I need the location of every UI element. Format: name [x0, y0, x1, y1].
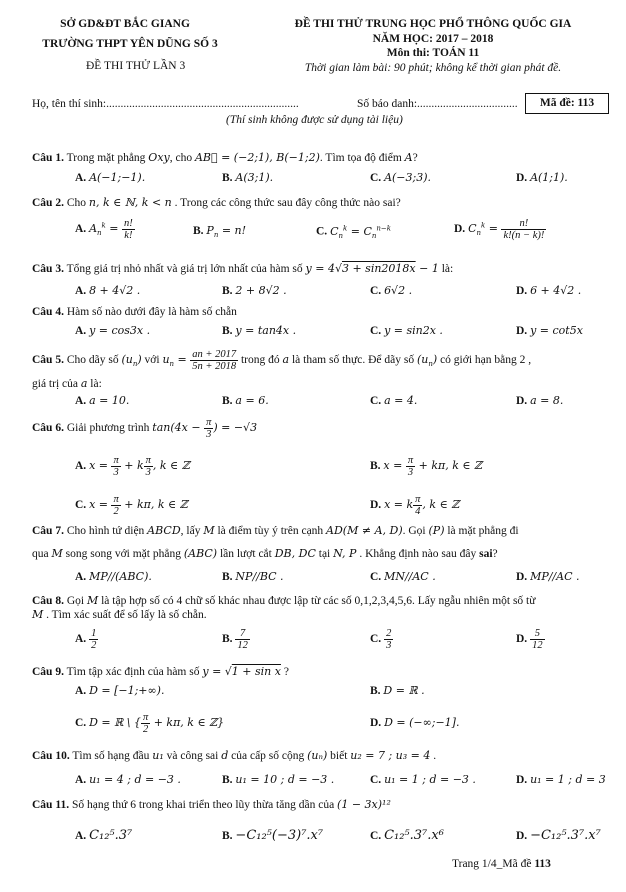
q8-option-d: D. $\frac{5}{12}$ — [516, 628, 543, 651]
q4-option-a: A. y = cos3x . — [75, 324, 151, 337]
q6-option-c: C. x = $\frac{\pi}{2}$ + kπ, k ∈ ℤ — [75, 494, 188, 517]
q1-option-d: D. A(1;1). — [516, 171, 568, 184]
q3-option-d: D. 6 + 4√2 . — [516, 284, 582, 297]
student-id-field: Số báo danh:................................... — [357, 98, 518, 110]
question-7: Câu 7. Cho hình tứ diện ABCD, lấy M là điểm tùy ý trên cạnh AD(M ≠ A, D). Gọi (P) là mặt phẳng đi — [32, 524, 519, 537]
question-2: Câu 2. Cho n, k ∈ ℕ, k < n . Trong các công thức sau đây công thức nào sai? — [32, 196, 401, 209]
q1-option-b: B. A(3;1). — [222, 171, 274, 184]
question-5: Câu 5. Cho dãy số $(u_n)$ với $u_n$ = $\frac{an + 2017}{5n + 2018}$ trong đó a là tham số thực. Để dãy số $(u_n)$ có giới hạn bằng 2 , — [32, 349, 532, 372]
question-6: Câu 6. Giải phương trình tan(4x − $\frac{\pi}{3}$ ) = −√3 — [32, 417, 258, 440]
q4-option-d: D. y = cot5x — [516, 324, 583, 337]
q11-option-b: B. −C₁₂⁵(−3)⁷.x⁷ — [222, 828, 324, 843]
q9-option-a: A. D = [−1;+∞). — [75, 684, 165, 697]
question-10: Câu 10. Tìm số hạng đầu u₁ và công sai d của cấp số cộng (uₙ) biết u₂ = 7 ; u₃ = 4 . — [32, 749, 437, 762]
question-9: Câu 9. Tìm tập xác định của hàm số y = √1 + sin x ? — [32, 665, 289, 678]
question-4: Câu 4. Hàm số nào dưới đây là hàm số chẵn — [32, 306, 237, 318]
time-allowed: Thời gian làm bài: 90 phút; không kể thời gian phát đề. — [304, 62, 562, 74]
question-5-line2: giá trị của a là: — [32, 377, 102, 390]
q11-option-d: D. −C₁₂⁵.3⁷.x⁷ — [516, 828, 601, 843]
q1-option-c: C. A(−3;3). — [370, 171, 432, 184]
exam-code-box — [525, 93, 609, 114]
school-year: NĂM HỌC: 2017 – 2018 — [372, 33, 494, 45]
question-11: Câu 11. Số hạng thứ 6 trong khai triển theo lũy thừa tăng dần của (1 − 3x)¹² — [32, 798, 391, 811]
question-3: Câu 3. Tổng giá trị nhỏ nhất và giá trị lớn nhất của hàm số y = 4√3 + sin2018x − 1 là: — [32, 262, 454, 275]
q10-option-b: B. u₁ = 10 ; d = −3 . — [222, 773, 335, 786]
question-8-line2: M . Tìm xác suất để số lấy là số chẵn. — [32, 608, 207, 621]
q7-option-d: D. MP//AC . — [516, 570, 580, 583]
q5-option-b: B. a = 6. — [222, 394, 269, 407]
exam-round: ĐỀ THI THỬ LẦN 3 — [86, 60, 186, 72]
q10-option-a: A. u₁ = 4 ; d = −3 . — [75, 773, 181, 786]
q9-option-d: D. D = (−∞;−1]. — [370, 716, 460, 729]
q10-option-d: D. u₁ = 1 ; d = 3 — [516, 773, 606, 786]
q10-option-c: C. u₁ = 1 ; d = −3 . — [370, 773, 476, 786]
q3-option-c: C. 6√2 . — [370, 284, 413, 297]
q5-option-d: D. a = 8. — [516, 394, 564, 407]
question-1: Câu 1. Trong mặt phẳng Oxy, cho AB⃗ = (−2;1), B(−1;2). Tìm tọa độ điểm A? — [32, 151, 418, 164]
q7-option-c: C. MN//AC . — [370, 570, 436, 583]
q6-option-a: A. x = $\frac{\pi}{3}$ + k $\frac{\pi}{3}$ , k ∈ ℤ — [75, 455, 190, 478]
q2-option-b: B. $P_n = n$! — [193, 224, 247, 240]
q3-option-b: B. 2 + 8√2 . — [222, 284, 287, 297]
q11-option-c: C. C₁₂⁵.3⁷.x⁶ — [370, 828, 444, 843]
page-footer — [452, 858, 551, 870]
q2-option-d: D. $C_n^k$ = $\frac{n!}{k!(n - k)!}$ — [454, 218, 545, 241]
footer-exam-code: 113 — [534, 858, 551, 870]
student-name-field: Họ, tên thí sinh:................................................................... — [32, 98, 299, 110]
q8-option-c: C. $\frac{2}{3}$ — [370, 628, 392, 651]
q6-option-b: B. x = $\frac{\pi}{3}$ + kπ, k ∈ ℤ — [370, 455, 483, 478]
q6-option-d: D. x = k $\frac{\pi}{4}$ , k ∈ ℤ — [370, 494, 460, 517]
question-8: Câu 8. Gọi M là tập hợp số có 4 chữ số khác nhau được lập từ các số 0,1,2,3,4,5,6. Lấy ngẫu nhiên một số từ — [32, 594, 536, 607]
q5-option-c: C. a = 4. — [370, 394, 418, 407]
exam-title: ĐỀ THI THỬ TRUNG HỌC PHỔ THÔNG QUỐC GIA — [294, 18, 572, 30]
q1-option-a: A. A(−1;−1). — [75, 171, 146, 184]
subject: Môn thi: TOÁN 11 — [386, 47, 480, 59]
q4-option-b: B. y = tan4x . — [222, 324, 297, 337]
q2-option-c: C. $C_n^k = C_n^{n-k}$ — [316, 224, 392, 240]
school-name: TRƯỜNG THPT YÊN DŨNG SỐ 3 — [42, 38, 218, 50]
q8-option-b: B. $\frac{7}{12}$ — [222, 628, 248, 651]
school-department: SỞ GD&ĐT BẮC GIANG — [60, 18, 190, 30]
question-7-line2: qua M song song với mặt phẳng (ABC) lần lượt cắt DB, DC tại N, P . Khẳng định nào sau đây sai? — [32, 547, 498, 560]
q7-option-a: A. MP//(ABC). — [75, 570, 152, 583]
q8-option-a: A. $\frac{1}{2}$ — [75, 628, 97, 651]
q4-option-c: C. y = sin2x . — [370, 324, 443, 337]
q9-option-b: B. D = ℝ . — [370, 684, 425, 697]
q2-option-a: A. $A_n^k$ = $\frac{n!}{k!}$ — [75, 218, 133, 241]
no-materials-note: (Thí sinh không được sử dụng tài liệu) — [226, 114, 403, 126]
q9-option-c: C. D = ℝ \ { $\frac{\pi}{2}$ + kπ, k ∈ ℤ} — [75, 712, 225, 735]
q11-option-a: A. C₁₂⁵.3⁷ — [75, 828, 133, 843]
question-number: Câu 1 — [32, 152, 62, 164]
exam-code: Mã đề: 113 — [539, 97, 595, 109]
q3-option-a: A. 8 + 4√2 . — [75, 284, 141, 297]
q5-option-a: A. a = 10. — [75, 394, 130, 407]
page-number: Trang 1/4_Mã đề — [452, 858, 532, 870]
q7-option-b: B. NP//BC . — [222, 570, 284, 583]
